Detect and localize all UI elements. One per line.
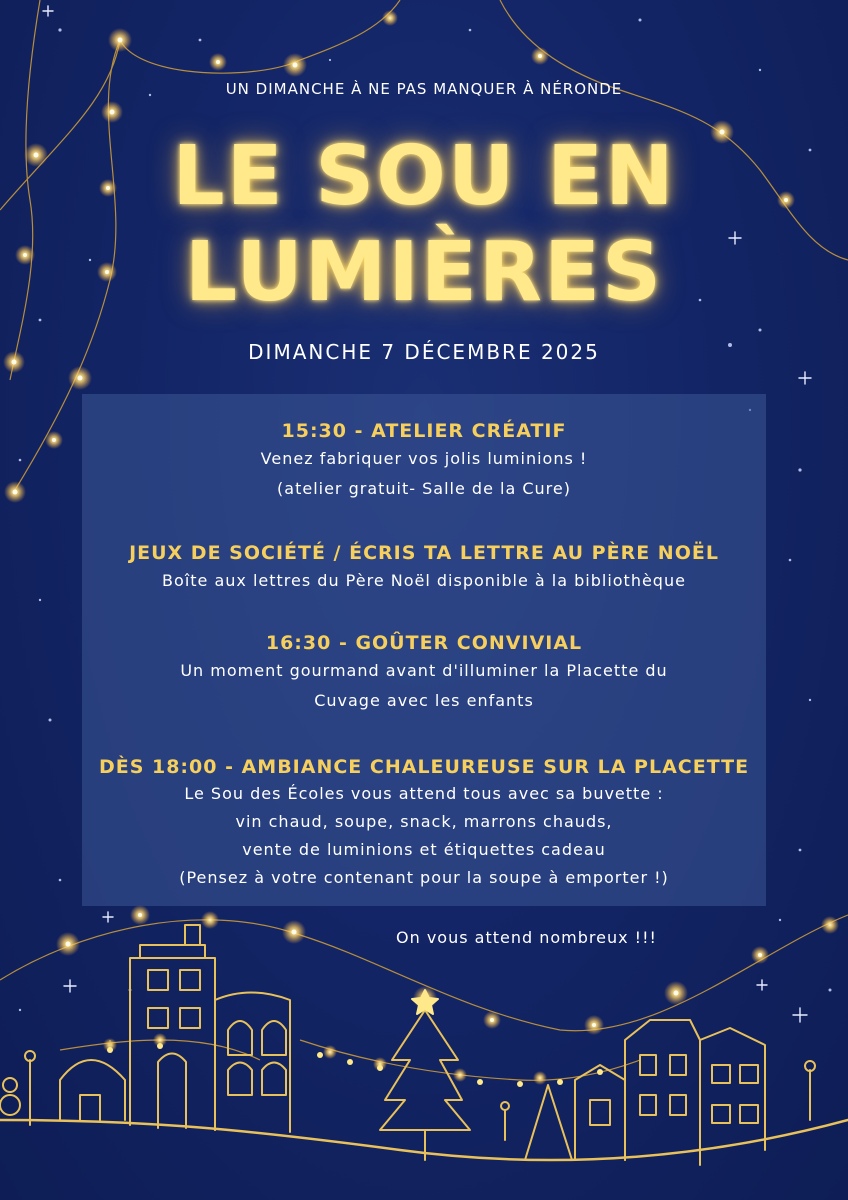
- section-title: 15:30 - ATELIER CRÉATIF: [281, 420, 567, 442]
- section-title: DÈS 18:00 - AMBIANCE CHALEUREUSE SUR LA PLACETTE: [98, 756, 750, 778]
- section-atelier: [82, 418, 766, 504]
- section-line: Le Sou des Écoles vous attend tous avec sa buvette :: [184, 784, 664, 803]
- section-gouter: [82, 630, 766, 716]
- section-line: Venez fabriquer vos jolis luminions !: [260, 449, 588, 468]
- section-line: vin chaud, soupe, snack, marrons chauds,: [235, 812, 613, 831]
- section-line: Boîte aux lettres du Père Noël disponible à la bibliothèque: [162, 571, 686, 590]
- section-line: Un moment gourmand avant d'illuminer la Placette du: [180, 661, 668, 680]
- village-illustration-icon: [0, 925, 848, 1165]
- section-line: Cuvage avec les enfants: [314, 691, 534, 710]
- section-ambiance: [82, 754, 766, 892]
- section-line: (atelier gratuit- Salle de la Cure): [277, 479, 571, 498]
- title-line-1: LE SOU EN: [172, 129, 676, 224]
- tagline: UN DIMANCHE À NE PAS MANQUER À NÉRONDE: [225, 80, 623, 98]
- section-title: JEUX DE SOCIÉTÉ / ÉCRIS TA LETTRE AU PÈRE NOËL: [129, 542, 719, 564]
- closing-message: On vous attend nombreux !!!: [396, 928, 657, 947]
- section-title: 16:30 - GOÛTER CONVIVIAL: [265, 632, 583, 654]
- title-line-2: LUMIÈRES: [184, 225, 664, 320]
- section-line: vente de luminions et étiquettes cadeau: [242, 840, 606, 859]
- section-jeux: [82, 540, 766, 596]
- event-date: DIMANCHE 7 DÉCEMBRE 2025: [248, 340, 600, 364]
- section-line: (Pensez à votre contenant pour la soupe à emporter !): [179, 868, 669, 887]
